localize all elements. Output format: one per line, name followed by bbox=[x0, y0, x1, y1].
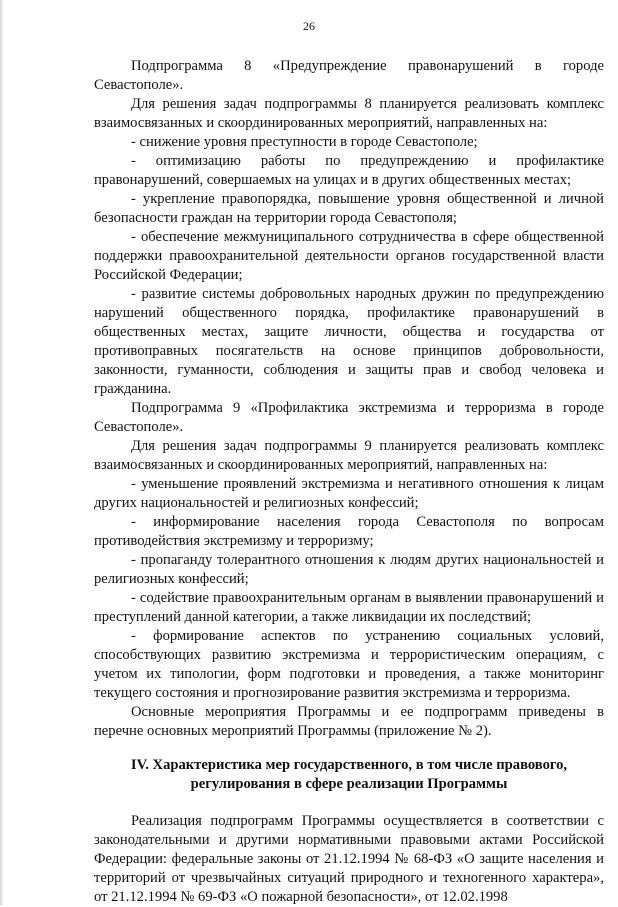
list-item: - обеспечение межмуниципального сотрудничества в сфере общественной поддержки правоохранительной деятельности органов государственной власти Российской Федерации; bbox=[94, 229, 604, 283]
list-item: - снижение уровня преступности в городе Севастополе; bbox=[131, 134, 478, 150]
list-item: - информирование населения города Севастополя по вопросам противодействия экстремизму и терроризму; bbox=[94, 514, 604, 549]
section-heading-line-1: IV. Характеристика мер государственного, в том числе правового, bbox=[130, 757, 568, 773]
list-item: - пропаганду толерантного отношения к людям других национальностей и религиозных конфессий; bbox=[94, 552, 604, 587]
section-heading bbox=[94, 756, 604, 794]
subprogram-9-title: Подпрограмма 9 «Профилактика экстремизма и терроризма в городе Севастополе». bbox=[94, 400, 604, 435]
subprogram-8-title: Подпрограмма 8 «Предупреждение правонарушений в городе Севастополе». bbox=[94, 58, 604, 93]
document-body bbox=[94, 57, 604, 907]
list-item: - укрепление правопорядка, повышение уровня общественной и личной безопасности граждан на территории города Севастополя; bbox=[94, 191, 604, 226]
section-heading-line-2: регулирования в сфере реализации Программы bbox=[190, 776, 508, 792]
main-activities-paragraph: Основные мероприятия Программы и ее подпрограмм приведены в перечне основных мероприятий Программы (приложение № 2). bbox=[94, 704, 604, 739]
list-item: - развитие системы добровольных народных дружин по предупреждению нарушений общественного порядка, профилактике правонарушений в общественных местах, защите личности, общества и государства от противоправных посягательств на основе принципов добровольности, законности, гуманности, соблюдения и защиты прав и свобод человека и гражданина. bbox=[94, 286, 604, 397]
page-number: 26 bbox=[303, 19, 315, 33]
implementation-paragraph: Реализация подпрограмм Программы осуществляется в соответствии с законодательными и другими нормативными правовыми актами Российской Федерации: федеральные законы от 21.12.1994 № 68-ФЗ «О защите населения и территорий от чрезвычайных ситуаций природного и техногенного характера», от 21.12.1994 № 69-ФЗ «О пожарной безопасности», от 12.02.1998 bbox=[94, 813, 604, 905]
subprogram-8-intro: Для решения задач подпрограммы 8 планируется реализовать комплекс взаимосвязанных и скоординированных мероприятий, направленных на: bbox=[94, 96, 604, 131]
scan-edge-shadow bbox=[0, 0, 4, 905]
list-item: - формирование аспектов по устранению социальных условий, способствующих развитию экстремизма и террористическим операциям, с учетом их типологии, форм подготовки и проведения, а также мониторинг текущего состояния и прогнозирование развития экстремизма и терроризма. bbox=[94, 628, 604, 701]
list-item: - уменьшение проявлений экстремизма и негативного отношения к лицам других национальностей и религиозных конфессий; bbox=[94, 476, 604, 511]
list-item: - содействие правоохранительным органам в выявлении правонарушений и преступлений данной категории, а также ликвидации их последствий; bbox=[94, 590, 604, 625]
list-item: - оптимизацию работы по предупреждению и профилактике правонарушений, совершаемых на улицах и в других общественных местах; bbox=[94, 153, 604, 188]
subprogram-9-intro: Для решения задач подпрограммы 9 планируется реализовать комплекс взаимосвязанных и скоординированных мероприятий, направленных на: bbox=[94, 438, 604, 473]
